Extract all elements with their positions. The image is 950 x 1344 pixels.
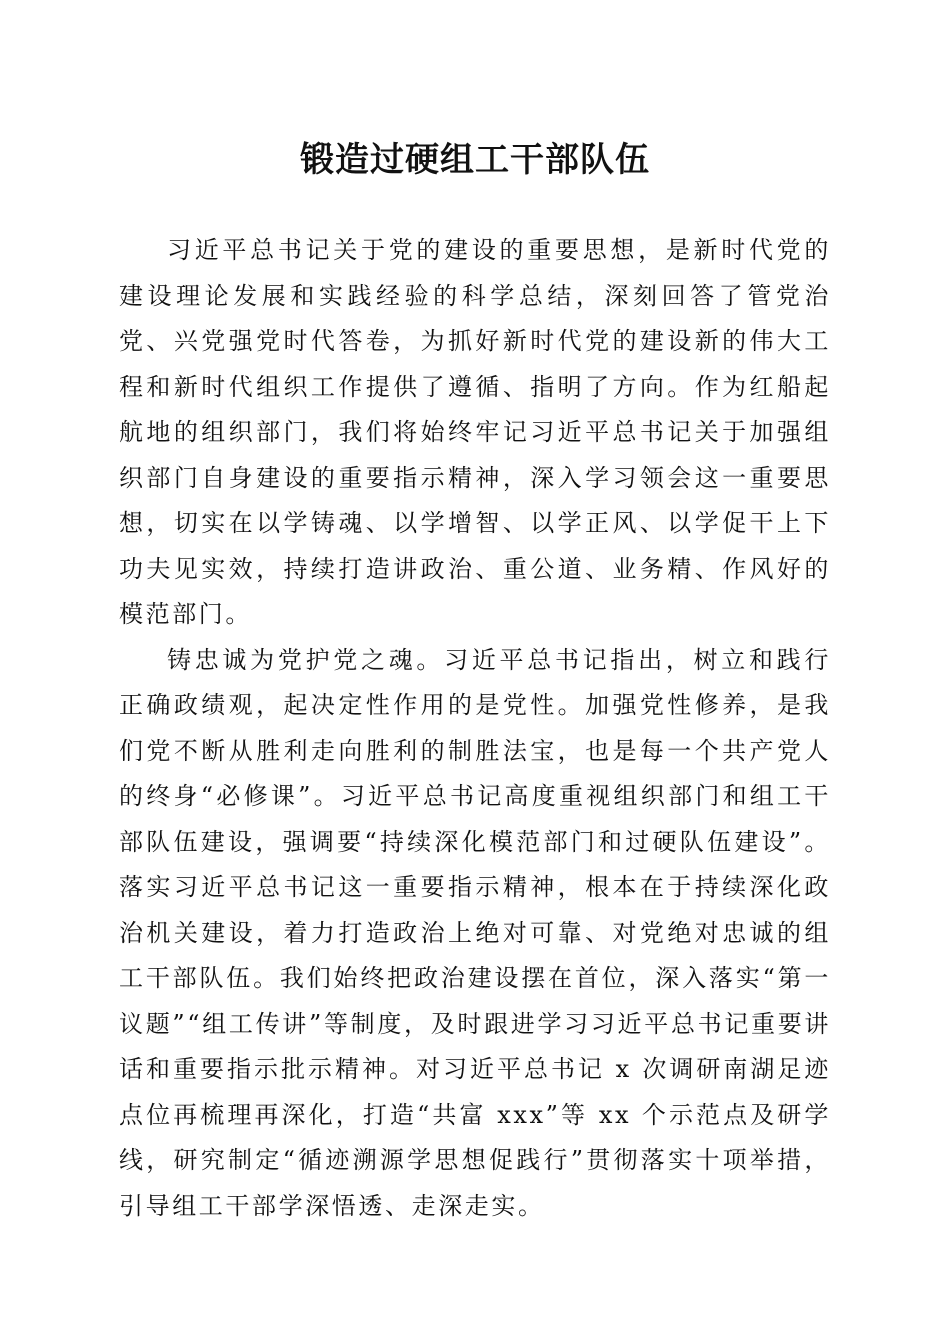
paragraph-intro: 习近平总书记关于党的建设的重要思想，是新时代党的建设理论发展和实践经验的科学总结，深刻回答了管党治党、兴党强党时代答卷，为抓好新时代党的建设新的伟大工程和新时代组织工作提供了遵循、指明了方向。作为红船起航地的组织部门，我们将始终牢记习近平总书记关于加强组织部门自身建设的重要指示精神，深入学习领会这一重要思想，切实在以学铸魂、以学增智、以学正风、以学促干上下功夫见实效，持续打造讲政治、重公道、业务精、作风好的模范部门。: [119, 236, 831, 628]
paragraph-loyalty: 铸忠诚为党护党之魂。习近平总书记指出，树立和践行正确政绩观，起决定性作用的是党性。加强党性修养，是我们党不断从胜利走向胜利的制胜法宝，也是每一个共产党人的终身“必修课”。习近平总书记高度重视组织部门和组工干部队伍建设，强调要“持续深化模范部门和过硬队伍建设”。落实习近平总书记这一重要指示精神，根本在于持续深化政治机关建设，着力打造政治上绝对可靠、对党绝对忠诚的组工干部队伍。我们始终把政治建设摆在首位，深入落实“第一议题”“组工传讲”等制度，及时跟进学习习近平总书记重要讲话和重要指示批示精神。对习近平总书记 x 次调研南湖足迹点位再梳理再深化，打造“共富 xxx”等 xx 个示范点及研学线，研究制定“循迹溯源学思想促践行”贯彻落实十项举措，引导组工干部学深悟透、走深走实。: [119, 645, 831, 1220]
document-body: [119, 228, 831, 1229]
document-title: 锻造过硬组工干部队伍: [300, 140, 650, 180]
